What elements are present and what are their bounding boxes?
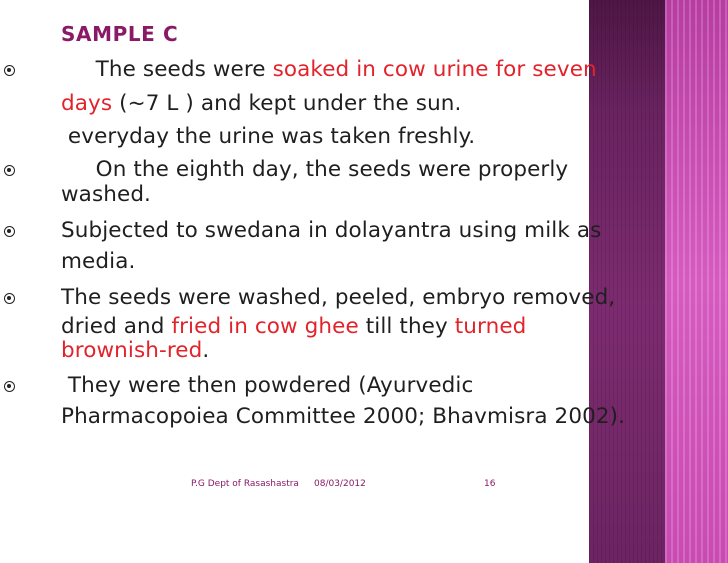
paragraph-1-line-1: [61, 57, 597, 82]
text-segment: Pharmacopoiea Committee 2000; Bhavmisra 2002).: [61, 404, 626, 429]
text-segment: (~7 L ) and kept under the sun.: [112, 91, 462, 116]
bullet-icon: [4, 165, 15, 176]
paragraph-5-line-2: [61, 404, 625, 429]
bullet-icon: [4, 226, 15, 237]
paragraph-1-line-2: [61, 91, 461, 116]
text-segment: fried in cow ghee: [171, 314, 359, 339]
text-segment: .: [202, 338, 210, 363]
text-segment: days: [61, 91, 113, 116]
text-segment: till they: [358, 314, 455, 339]
decorative-pink-stripe: [665, 0, 728, 563]
text-segment: turned: [454, 314, 527, 339]
paragraph-3-line-2: [61, 249, 135, 274]
text-segment: brownish-red: [61, 338, 203, 363]
paragraph-4-line-2: [61, 314, 526, 339]
text-segment: The seeds were: [61, 57, 273, 82]
text-segment: Subjected to swedana in dolayantra using milk as: [61, 218, 602, 243]
text-segment: soaked in cow urine for seven: [272, 57, 597, 82]
paragraph-2-line-1: [61, 157, 568, 182]
decorative-side-panel: [589, 0, 665, 563]
paragraph-3-line-1: [61, 218, 601, 243]
text-segment: dried and: [61, 314, 172, 339]
slide-heading: SAMPLE C: [61, 22, 179, 46]
footer-department: P.G Dept of Rasashastra: [191, 479, 299, 489]
paragraph-1-line-3: [61, 124, 475, 149]
text-segment: They were then powdered (Ayurvedic: [61, 373, 474, 398]
text-segment: On the eighth day, the seeds were properly: [61, 157, 569, 182]
paragraph-4-line-3: [61, 338, 209, 363]
text-segment: washed.: [61, 182, 151, 207]
footer-date: 08/03/2012: [314, 479, 366, 489]
paragraph-2-line-2: [61, 182, 151, 207]
paragraph-5-line-1: [61, 373, 473, 398]
footer-page-number: 16: [484, 479, 496, 489]
text-segment: The seeds were washed, peeled, embryo removed,: [61, 285, 616, 310]
paragraph-4-line-1: [61, 285, 615, 310]
bullet-icon: [4, 65, 15, 76]
text-segment: everyday the urine was taken freshly.: [61, 124, 476, 149]
bullet-icon: [4, 381, 15, 392]
text-segment: media.: [61, 249, 136, 274]
bullet-icon: [4, 293, 15, 304]
